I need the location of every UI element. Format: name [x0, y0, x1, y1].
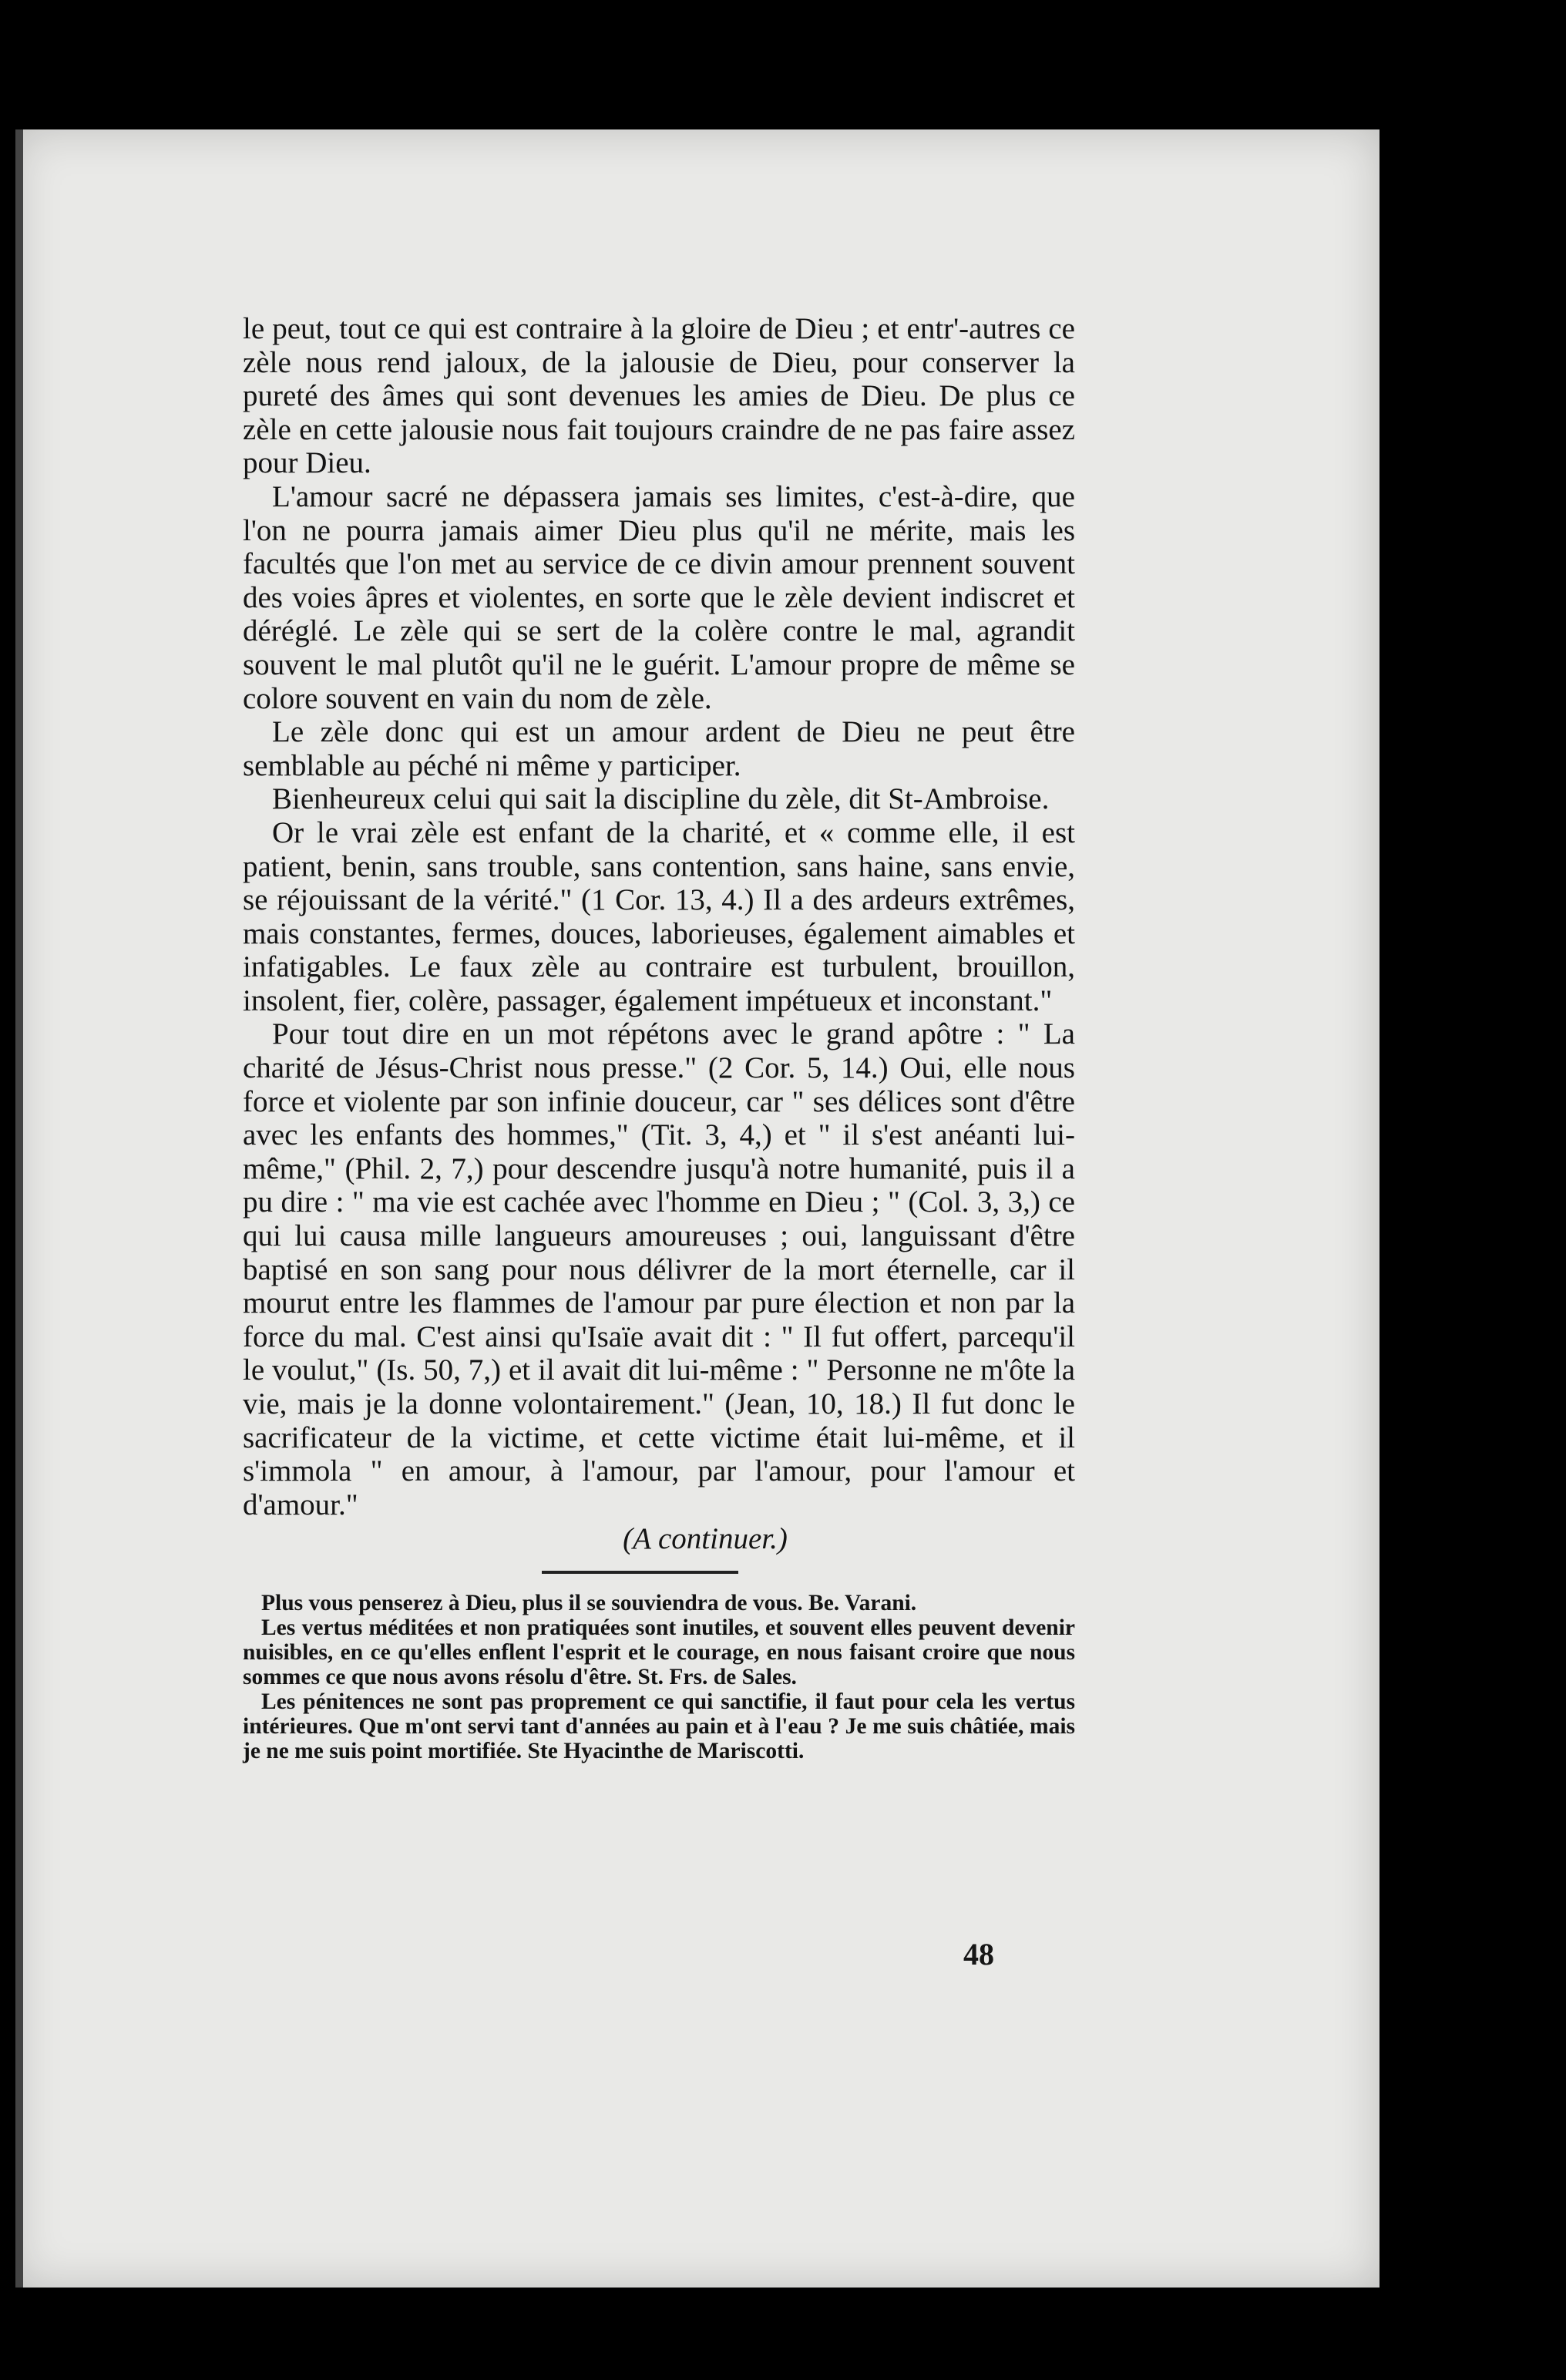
section-divider [542, 1571, 738, 1574]
quote-3: Les pénitences ne sont pas proprement ce qui sanctifie, il faut pour cela les vertus intérieures. Que m'ont servi tant d'années au pain et à l'eau ? Je me suis châtiée, mais je ne me suis point mortifiée. Ste Hyacinthe de Mariscotti. [243, 1689, 1075, 1764]
page-content [243, 312, 1075, 1763]
paragraph-1: le peut, tout ce qui est contraire à la gloire de Dieu ; et entr'-autres ce zèle nous rend jaloux, de la jalousie de Dieu, pour conserver la pureté des âmes qui sont devenues les amies de Dieu. De plus ce zèle en cette jalousie nous fait toujours craindre de ne pas faire assez pour Dieu. [243, 312, 1075, 480]
page-spine-edge [15, 129, 23, 2288]
quote-1: Plus vous penserez à Dieu, plus il se souviendra de vous. Be. Varani. [261, 1591, 917, 1616]
quotes-section [243, 1591, 1075, 1763]
paragraph-4: Bienheureux celui qui sait la discipline du zèle, dit St-Ambroise. [272, 782, 1050, 816]
paragraph-6: Pour tout dire en un mot répétons avec le grand apôtre : " La charité de Jésus-Christ nous presse." (2 Cor. 5, 14.) Oui, elle nous force et violente par son infinie douceur, car " ses délices sont d'être avec les enfants des hommes," (Tit. 3, 4,) et " il s'est anéanti lui-même," (Phil. 2, 7,) pour descendre jusqu'à notre humanité, puis il a pu dire : " ma vie est cachée avec l'homme en Dieu ; " (Col. 3, 3,) ce qui lui causa mille langueurs amoureuses ; oui, languissant d'être baptisé en son sang pour nous délivrer de la mort éternelle, car il mourut entre les flammes de l'amour par pure élection et non par la force du mal. C'est ainsi qu'Isaïe avait dit : " Il fut offert, parcequ'il le voulut," (Is. 50, 7,) et il avait dit lui-même : " Personne ne m'ôte la vie, mais je la donne volontairement." (Jean, 10, 18.) Il fut donc le sacrificateur de la victime, et cette victime était lui-même, et il s'immola " en amour, à l'amour, par l'amour, pour l'amour et d'amour." [243, 1017, 1075, 1521]
page-number: 48 [963, 1937, 994, 1972]
paragraph-5: Or le vrai zèle est enfant de la charité, et « comme elle, il est patient, benin, sans trouble, sans contention, sans haine, sans envie, se réjouissant de la vérité." (1 Cor. 13, 4.) Il a des ardeurs extrêmes, mais constantes, fermes, douces, laborieuses, également aimables et infatigables. Le faux zèle au contraire est turbulent, brouillon, insolent, fier, colère, passager, également impétueux et inconstant." [243, 815, 1075, 1017]
paragraph-2: L'amour sacré ne dépassera jamais ses limites, c'est-à-dire, que l'on ne pourra jamais aimer Dieu plus qu'il ne mérite, mais les facultés que l'on met au service de ce divin amour prennent souvent des voies âpres et violentes, en sorte que le zèle devient indiscret et déréglé. Le zèle qui se sert de la colère contre le mal, agrandit souvent le mal plutôt qu'il ne le guérit. L'amour propre de même se colore souvent en vain du nom de zèle. [243, 479, 1075, 715]
paragraph-3: Le zèle donc qui est un amour ardent de Dieu ne peut être semblable au péché ni même y participer. [243, 715, 1075, 782]
continuation-note: (A continuer.) [623, 1522, 788, 1556]
quote-2: Les vertus méditées et non pratiquées sont inutiles, et souvent elles peuvent devenir nuisibles, en ce qu'elles enflent l'esprit et le courage, en nous faisant croire que nous sommes ce que nous avons résolu d'être. St. Frs. de Sales. [243, 1615, 1075, 1690]
body-text [243, 312, 1075, 1521]
